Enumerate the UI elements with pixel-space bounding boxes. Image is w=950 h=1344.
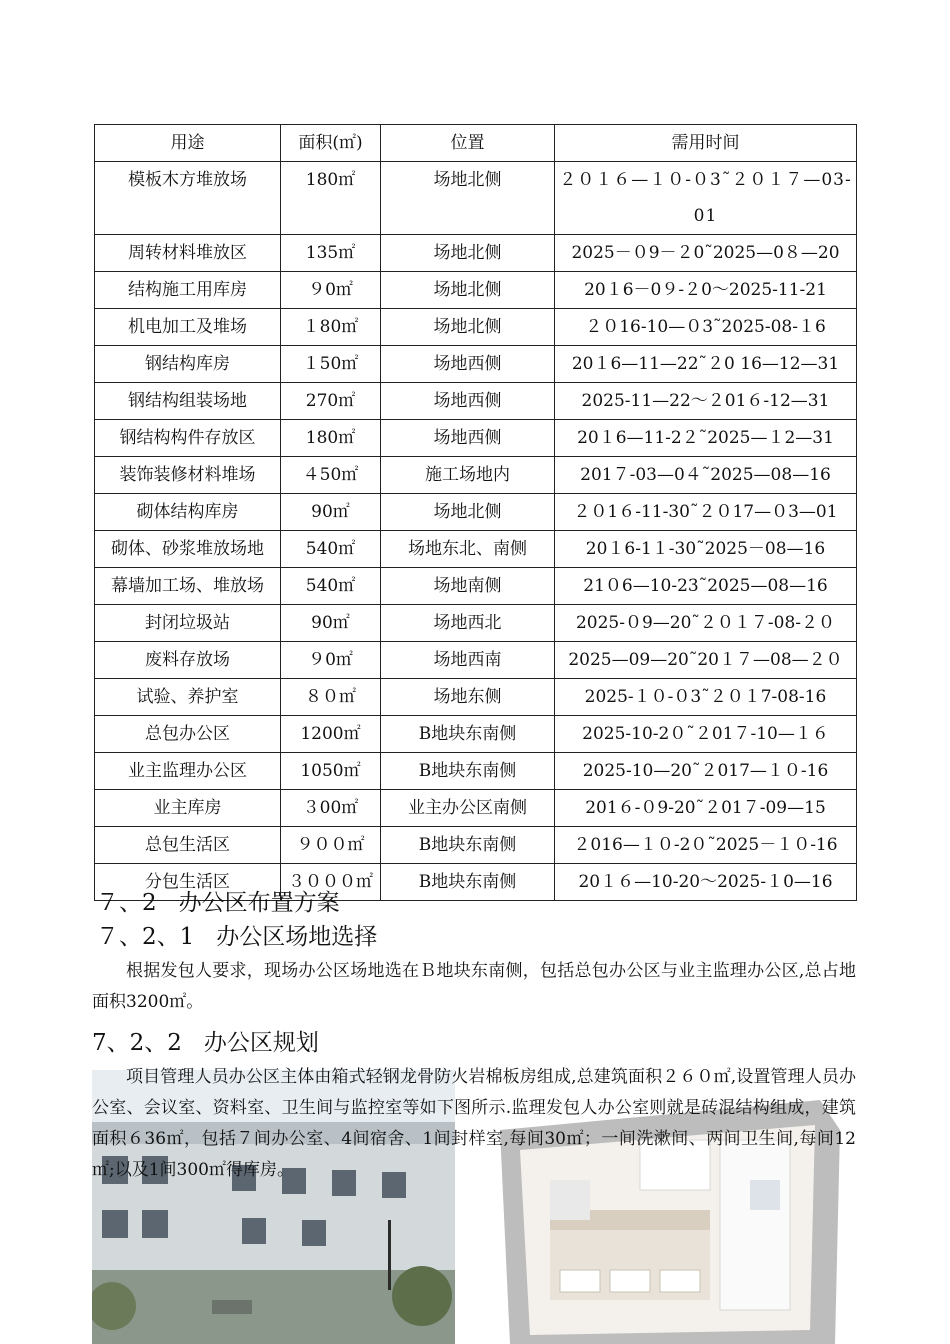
cell-area: ３00㎡ [281,790,381,827]
cell-location: 场地北侧 [381,309,555,346]
table-row [95,162,857,235]
cell-location: 场地西北 [381,605,555,642]
cell-usage: 钢结构库房 [95,346,281,383]
cell-area: 90㎡ [281,605,381,642]
cell-usage: 封闭垃圾站 [95,605,281,642]
cell-time: 2025－０9－２0˜2025—0８—20 [555,235,857,272]
cell-usage: 废料存放场 [95,642,281,679]
table-row [95,753,857,790]
cell-usage: 砌体、砂浆堆放场地 [95,531,281,568]
cell-area: ８０㎡ [281,679,381,716]
section-title: 办公区规划 [203,1030,319,1056]
cell-area: 1050㎡ [281,753,381,790]
cell-usage: 业主监理办公区 [95,753,281,790]
table-row [95,568,857,605]
table-row [95,827,857,864]
table-row [95,383,857,420]
table-row [95,494,857,531]
paragraph-office-planning: 项目管理人员办公区主体由箱式轻钢龙骨防火岩棉板房组成,总建筑面积２６０㎡,设置管理人员办公室、会议室、资料室、卫生间与监控室等如下图所示.监理发包人办公室则就是砖混结构组成，建筑面积６36㎡，包括７间办公室、4间宿舍、1间封样室,每间30㎡；一间洗漱间、两间卫生间,每间12㎡;以及1间300㎡得库房。 [92,1067,856,1180]
cell-usage: 总包办公区 [95,716,281,753]
cell-area: ４50㎡ [281,457,381,494]
table-row [95,531,857,568]
table-row [95,679,857,716]
cell-usage: 业主库房 [95,790,281,827]
cell-area: 180㎡ [281,162,381,235]
cell-usage: 模板木方堆放场 [95,162,281,235]
cell-location: 场地西侧 [381,346,555,383]
cell-location: B地块东南侧 [381,753,555,790]
section-number: ７、2、1 [96,924,195,950]
cell-area: １50㎡ [281,346,381,383]
cell-area: ９0㎡ [281,642,381,679]
cell-time: ２０16-10—０3˜2025-08-１6 [555,309,857,346]
cell-usage: 装饰装修材料堆场 [95,457,281,494]
cell-location: 场地东侧 [381,679,555,716]
cell-area: 540㎡ [281,531,381,568]
site-usage-table [94,124,857,901]
cell-usage: 幕墙加工场、堆放场 [95,568,281,605]
header-usage: 用途 [95,125,281,162]
section-number: 7、2、2 [92,1030,182,1056]
table-row [95,235,857,272]
table-header-row [95,125,857,162]
cell-location: 场地北侧 [381,494,555,531]
cell-time: 20１6—11—22˜２0 16—12—31 [555,346,857,383]
cell-area: 270㎡ [281,383,381,420]
cell-area: ９0㎡ [281,272,381,309]
cell-time: 20１６—10-20～2025-１0—16 [555,864,857,901]
cell-usage: 结构施工用库房 [95,272,281,309]
cell-time: 20１6－0９-２0～2025-11-21 [555,272,857,309]
cell-location: 场地东北、南侧 [381,531,555,568]
cell-location: B地块东南侧 [381,864,555,901]
header-location: 位置 [381,125,555,162]
section-title: 办公区布置方案 [178,890,340,916]
cell-usage: 周转材料堆放区 [95,235,281,272]
cell-location: 场地北侧 [381,162,555,235]
section-heading-7-2 [96,884,340,917]
cell-time: ２０1６-11-30˜２０17—０3—01 [555,494,857,531]
header-area: 面积(㎡) [281,125,381,162]
section-heading-7-2-2 [92,1024,319,1057]
cell-area: １80㎡ [281,309,381,346]
cell-location: 业主办公区南侧 [381,790,555,827]
cell-usage: 钢结构构件存放区 [95,420,281,457]
cell-area: 135㎡ [281,235,381,272]
table-row [95,457,857,494]
cell-time: 201６-０9-20˜２01７-09—15 [555,790,857,827]
table-row [95,716,857,753]
cell-time: 2025—09—20˜20１７—08—２０ [555,642,857,679]
cell-time: 20１6—11-2２˜2025—１2—31 [555,420,857,457]
cell-usage: 砌体结构库房 [95,494,281,531]
cell-usage: 试验、养护室 [95,679,281,716]
cell-area: 180㎡ [281,420,381,457]
cell-time: 2025-１０-０3˜２０１7-08-16 [555,679,857,716]
section-heading-7-2-1 [96,918,377,951]
cell-location: 场地西侧 [381,420,555,457]
cell-location: 施工场地内 [381,457,555,494]
cell-area: ９００㎡ [281,827,381,864]
table-row [95,642,857,679]
cell-area: ３０００㎡ [281,864,381,901]
section-number: ７、2 [96,890,157,916]
cell-time: 201７-03—0４˜2025—08—16 [555,457,857,494]
cell-area: 90㎡ [281,494,381,531]
cell-time: ２０１６—１０-０3˜２０１７—03-01 [555,162,857,235]
cell-area: 540㎡ [281,568,381,605]
cell-time: ２016—１０-2０˜2025－１０-16 [555,827,857,864]
cell-time: 21０6—10-23˜2025—08—16 [555,568,857,605]
cell-usage: 总包生活区 [95,827,281,864]
cell-usage: 机电加工及堆场 [95,309,281,346]
table-row [95,420,857,457]
header-time: 需用时间 [555,125,857,162]
cell-time: 2025-11—22～２01６-12—31 [555,383,857,420]
cell-usage: 分包生活区 [95,864,281,901]
paragraph-site-selection: 根据发包人要求，现场办公区场地选在Ｂ地块东南侧，包括总包办公区与业主监理办公区,总占地面积3200㎡。 [92,961,856,1012]
cell-time: 2025-10-2０˜２01７-10—１６ [555,716,857,753]
cell-location: 场地北侧 [381,235,555,272]
cell-location: 场地西侧 [381,383,555,420]
table-row [95,346,857,383]
table-row [95,272,857,309]
cell-location: 场地西南 [381,642,555,679]
cell-usage: 钢结构组装场地 [95,383,281,420]
table-row [95,605,857,642]
cell-location: 场地南侧 [381,568,555,605]
table-row [95,309,857,346]
cell-location: B地块东南侧 [381,827,555,864]
cell-area: 1200㎡ [281,716,381,753]
section-title: 办公区场地选择 [216,924,378,950]
table-row [95,790,857,827]
cell-location: B地块东南侧 [381,716,555,753]
cell-location: 场地北侧 [381,272,555,309]
cell-time: 2025-０9—20˜２０１７-08-２０ [555,605,857,642]
cell-time: 2025-10—20˜２017—１０-16 [555,753,857,790]
cell-time: 20１6-1１-30˜2025－08—16 [555,531,857,568]
